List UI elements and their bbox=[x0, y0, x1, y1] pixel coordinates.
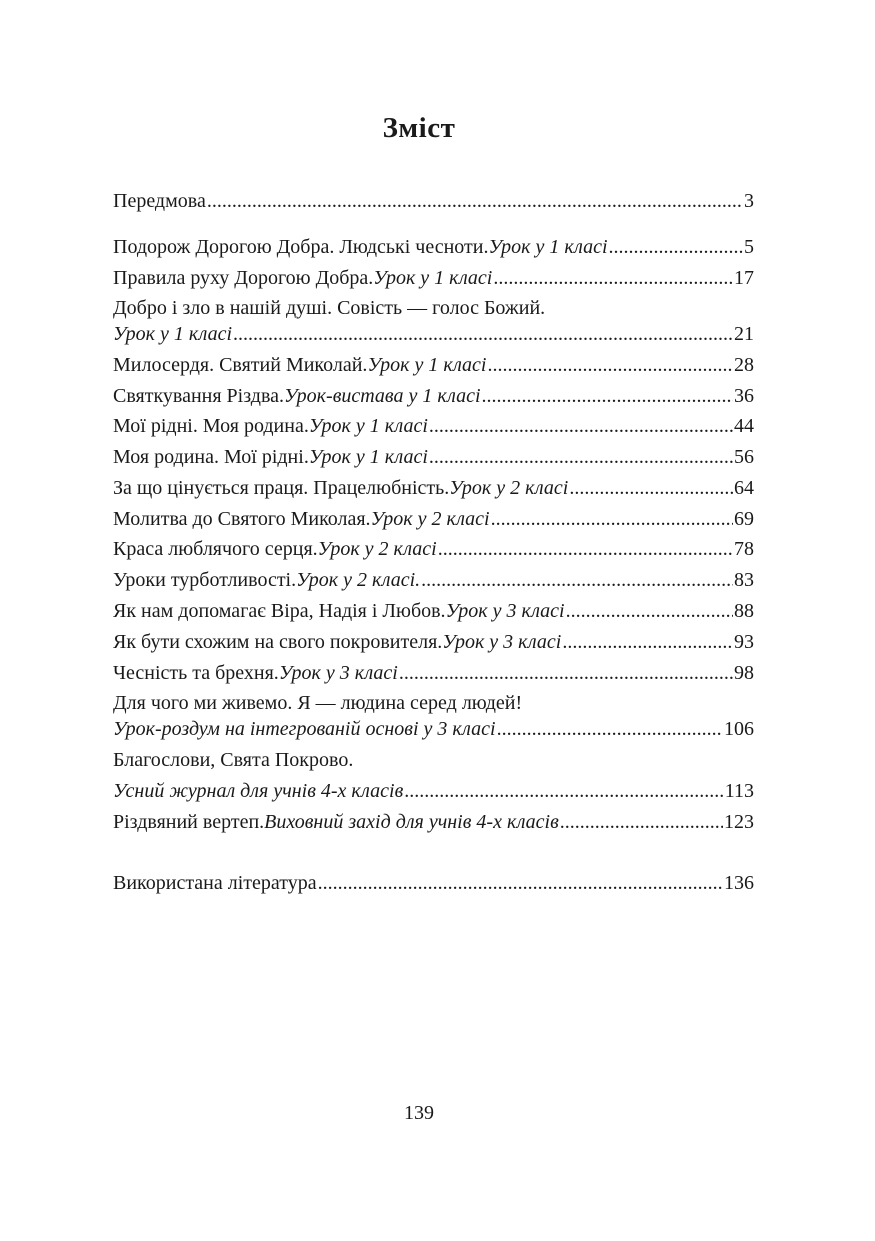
toc-entry-title: Подорож Дорогою Добра. Людські чесноти. bbox=[113, 236, 489, 258]
toc-entry bbox=[113, 596, 754, 626]
toc-entry bbox=[113, 263, 754, 293]
toc-entry-subtitle: Урок у 1 класі bbox=[308, 446, 428, 468]
toc-entry-title: Чесність та брехня. bbox=[113, 662, 279, 684]
dot-leader bbox=[497, 714, 723, 744]
toc-entry-page: 21 bbox=[734, 323, 754, 345]
toc-entry bbox=[113, 442, 754, 472]
toc-entry-page: 5 bbox=[744, 236, 754, 258]
toc-entry bbox=[113, 776, 754, 806]
dot-leader bbox=[404, 776, 723, 806]
toc-entry-subtitle: Урок у 2 класі bbox=[370, 508, 490, 530]
toc-entry bbox=[113, 504, 754, 534]
dot-leader bbox=[566, 596, 733, 626]
toc-entry bbox=[113, 868, 754, 898]
toc-entry-title: Благослови, Свята Покрово. bbox=[113, 749, 354, 771]
toc-entry bbox=[113, 565, 754, 595]
toc-entry bbox=[113, 807, 754, 837]
toc-entry-page: 17 bbox=[734, 267, 754, 289]
toc-entry bbox=[113, 381, 754, 411]
toc-entry-page: 98 bbox=[734, 662, 754, 684]
toc-entry-subtitle: Урок у 1 класі bbox=[308, 415, 428, 437]
toc-entry-page: 83 bbox=[734, 569, 754, 591]
toc-entry bbox=[113, 627, 754, 657]
toc-entry-subtitle: Урок у 3 класі bbox=[278, 662, 398, 684]
dot-leader bbox=[609, 232, 743, 262]
toc-entry bbox=[113, 658, 754, 688]
dot-leader bbox=[493, 263, 733, 293]
toc-entry-subtitle: Усний журнал для учнів 4-х класів bbox=[113, 780, 404, 802]
toc-entry-page: 93 bbox=[734, 631, 754, 653]
toc-entry-page: 28 bbox=[734, 354, 754, 376]
toc-entry-title: Для чого ми живемо. Я — людина серед людей! bbox=[113, 692, 523, 714]
toc-entry-page: 56 bbox=[734, 446, 754, 468]
toc-entry-page: 3 bbox=[744, 190, 754, 212]
toc-entry-title: Святкування Різдва. bbox=[113, 385, 285, 407]
toc-entry-page: 106 bbox=[724, 718, 754, 740]
toc-entry bbox=[113, 534, 754, 564]
dot-leader bbox=[438, 534, 733, 564]
toc-entry-title: Як нам допомагає Віра, Надія і Любов. bbox=[113, 600, 446, 622]
dot-leader bbox=[421, 565, 733, 595]
toc-entry-subtitle: Урок у 2 класі bbox=[317, 538, 437, 560]
toc-entry-subtitle: Урок у 2 класі bbox=[449, 477, 569, 499]
dot-leader bbox=[429, 442, 733, 472]
toc-entry-title: Добро і зло в нашій душі. Совість — голос Божий. bbox=[113, 297, 546, 319]
toc-entry-title: Моя родина. Мої рідні. bbox=[113, 446, 309, 468]
toc-entry-title: Використана література bbox=[113, 872, 317, 894]
toc-entry-title: Молитва до Святого Миколая. bbox=[113, 508, 371, 530]
toc-entry-subtitle: Урок у 3 класі bbox=[442, 631, 562, 653]
toc-entry-subtitle: Урок у 1 класі bbox=[367, 354, 487, 376]
toc-entry-title: Уроки турботливості. bbox=[113, 569, 297, 591]
dot-leader bbox=[233, 319, 733, 349]
toc-entry-subtitle: Урок-вистава у 1 класі bbox=[284, 385, 481, 407]
toc-entry-title: Правила руху Дорогою Добра. bbox=[113, 267, 374, 289]
toc-entry-page: 64 bbox=[734, 477, 754, 499]
dot-leader bbox=[318, 868, 723, 898]
page-number: 139 bbox=[404, 1102, 434, 1124]
dot-leader bbox=[569, 473, 733, 503]
toc-entry-page: 69 bbox=[734, 508, 754, 530]
toc-entry-page: 88 bbox=[734, 600, 754, 622]
dot-leader bbox=[562, 627, 733, 657]
toc-entry-page: 136 bbox=[724, 872, 754, 894]
toc-entry-subtitle: Виховний захід для учнів 4-х класів bbox=[264, 811, 559, 833]
dot-leader bbox=[399, 658, 733, 688]
toc-entry bbox=[113, 411, 754, 441]
toc-entry-subtitle: Урок-роздум на інтегрованій основі у 3 класі bbox=[113, 718, 496, 740]
dot-leader bbox=[487, 350, 733, 380]
toc-entry-title: За що цінується праця. Працелюбність. bbox=[113, 477, 450, 499]
toc-entry bbox=[113, 473, 754, 503]
dot-leader bbox=[207, 186, 743, 216]
dot-leader bbox=[429, 411, 733, 441]
toc-entry-subtitle: Урок у 1 класі bbox=[113, 323, 233, 345]
toc-entry bbox=[113, 232, 754, 262]
toc-entry-title: Мої рідні. Моя родина. bbox=[113, 415, 309, 437]
toc-entry-title: Краса люблячого серця. bbox=[113, 538, 318, 560]
dot-leader bbox=[491, 504, 733, 534]
toc-entry-page: 36 bbox=[734, 385, 754, 407]
toc-entry-subtitle: Урок у 1 класі bbox=[373, 267, 493, 289]
toc-entry-subtitle: Урок у 1 класі bbox=[488, 236, 608, 258]
toc-entry-page: 113 bbox=[724, 780, 754, 802]
toc-entry bbox=[113, 186, 754, 216]
toc-entry-title: Як бути схожим на свого покровителя. bbox=[113, 631, 443, 653]
toc-entry-subtitle: Урок у 2 класі. bbox=[296, 569, 421, 591]
toc-entry-title: Різдвяний вертеп. bbox=[113, 811, 265, 833]
toc-entry bbox=[113, 319, 754, 349]
toc-entry-subtitle: Урок у 3 класі bbox=[445, 600, 565, 622]
toc-entry-page: 78 bbox=[734, 538, 754, 560]
toc-entry bbox=[113, 350, 754, 380]
toc-entry-title: Милосердя. Святий Миколай. bbox=[113, 354, 368, 376]
page-title: Зміст bbox=[382, 112, 456, 144]
toc-entry-page: 123 bbox=[724, 811, 754, 833]
dot-leader bbox=[482, 381, 733, 411]
toc-entry-page: 44 bbox=[734, 415, 754, 437]
toc-entry-title: Передмова bbox=[113, 190, 206, 212]
toc-entry bbox=[113, 714, 754, 744]
dot-leader bbox=[560, 807, 723, 837]
